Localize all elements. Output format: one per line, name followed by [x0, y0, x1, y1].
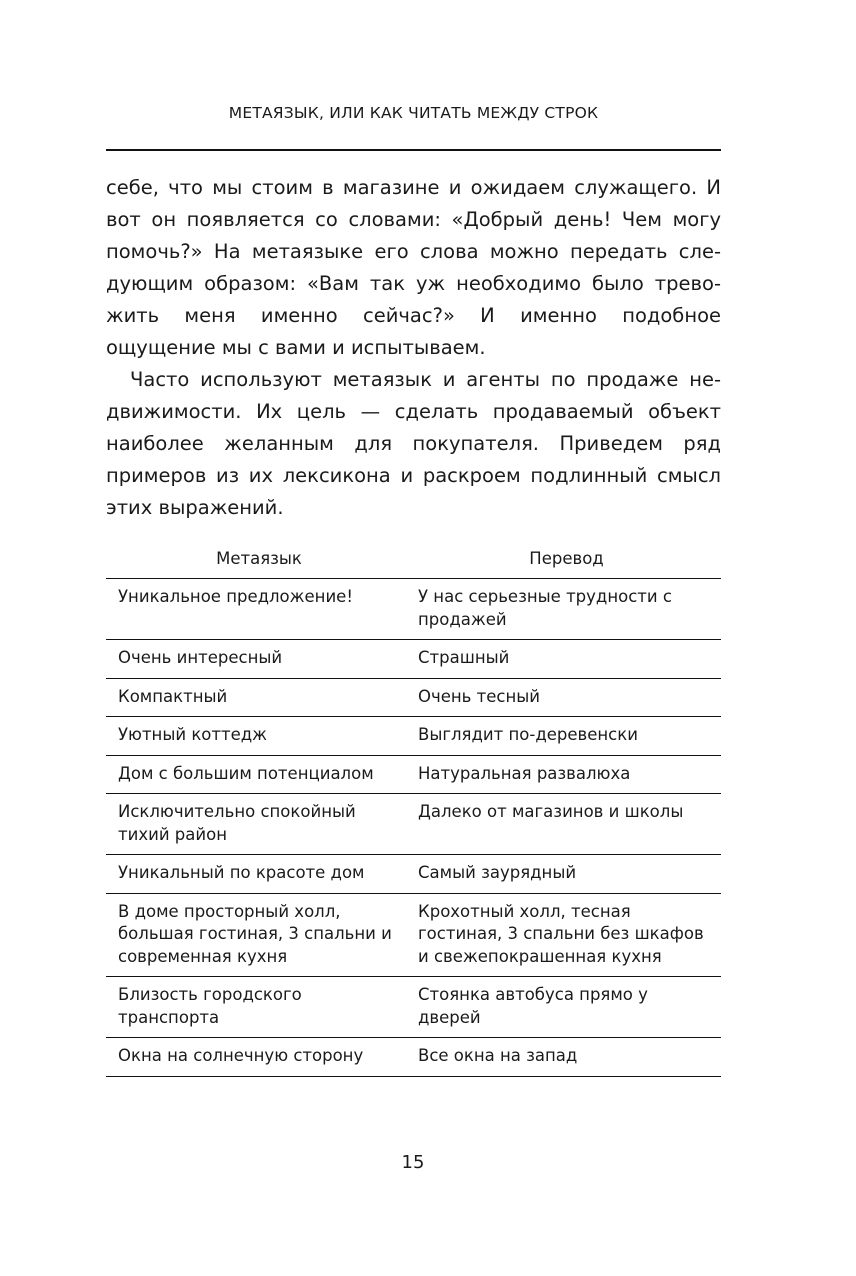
cell-metalanguage: Уникальное предложение! — [106, 579, 412, 640]
cell-translation: Очень тесный — [412, 678, 721, 717]
cell-metalanguage: Очень интересный — [106, 640, 412, 679]
cell-metalanguage: Уникальный по красоте дом — [106, 855, 412, 894]
table-header-row — [106, 546, 721, 579]
cell-metalanguage: Уютный коттедж — [106, 717, 412, 756]
header-rule — [106, 149, 721, 151]
table-row — [106, 855, 721, 894]
paragraph: Часто используют метаязык и агенты по продаже недвижимости. Их цель — сделать продаваемый объект наиболее желанным для покупателя. Приведем ряд примеров из их лексикона и раскроем подлинный смысл этих выражений. — [106, 368, 721, 519]
cell-translation: Натуральная развалюха — [412, 755, 721, 794]
cell-metalanguage: Дом с большим потенциалом — [106, 755, 412, 794]
cell-translation: У нас серьезные трудности с продажей — [412, 579, 721, 640]
table-row — [106, 893, 721, 977]
table-row — [106, 579, 721, 640]
cell-translation: Все окна на запад — [412, 1038, 721, 1077]
table-row — [106, 717, 721, 756]
table-row — [106, 794, 721, 855]
cell-translation: Страшный — [412, 640, 721, 679]
running-head: МЕТАЯЗЫК, ИЛИ КАК ЧИТАТЬ МЕЖДУ СТРОК — [228, 104, 599, 122]
table-row — [106, 678, 721, 717]
cell-metalanguage: Окна на солнечную сторону — [106, 1038, 412, 1077]
column-header-translation: Перевод — [412, 546, 721, 579]
page-number: 15 — [401, 1152, 425, 1173]
cell-metalanguage: Исключительно спокойный тихий район — [106, 794, 412, 855]
cell-translation: Самый заурядный — [412, 855, 721, 894]
table-row — [106, 755, 721, 794]
cell-translation: Выглядит по-деревенски — [412, 717, 721, 756]
cell-translation: Далеко от магазинов и школы — [412, 794, 721, 855]
cell-translation: Стоянка автобуса прямо у дверей — [412, 977, 721, 1038]
metalanguage-table — [106, 546, 721, 1077]
table-row — [106, 977, 721, 1038]
body-text — [106, 172, 721, 524]
cell-translation: Крохотный холл, тесная гостиная, 3 спальни без шкафов и свежепокрашенная кухня — [412, 893, 721, 977]
cell-metalanguage: Компактный — [106, 678, 412, 717]
table-row — [106, 1038, 721, 1077]
cell-metalanguage: Близость городского транспорта — [106, 977, 412, 1038]
paragraph: себе, что мы стоим в магазине и ожидаем служащего. И вот он появляется со словами: «Добрый день! Чем могу помочь?» На метаязыке его слова можно передать следующим образом: «Вам так уж необходимо было тревожить меня именно сейчас?» И именно подобное ощущение мы с вами и испытываем. — [106, 176, 721, 359]
cell-metalanguage: В доме просторный холл, большая гостиная, 3 спальни и современная кухня — [106, 893, 412, 977]
table-row — [106, 640, 721, 679]
column-header-metalanguage: Метаязык — [106, 546, 412, 579]
